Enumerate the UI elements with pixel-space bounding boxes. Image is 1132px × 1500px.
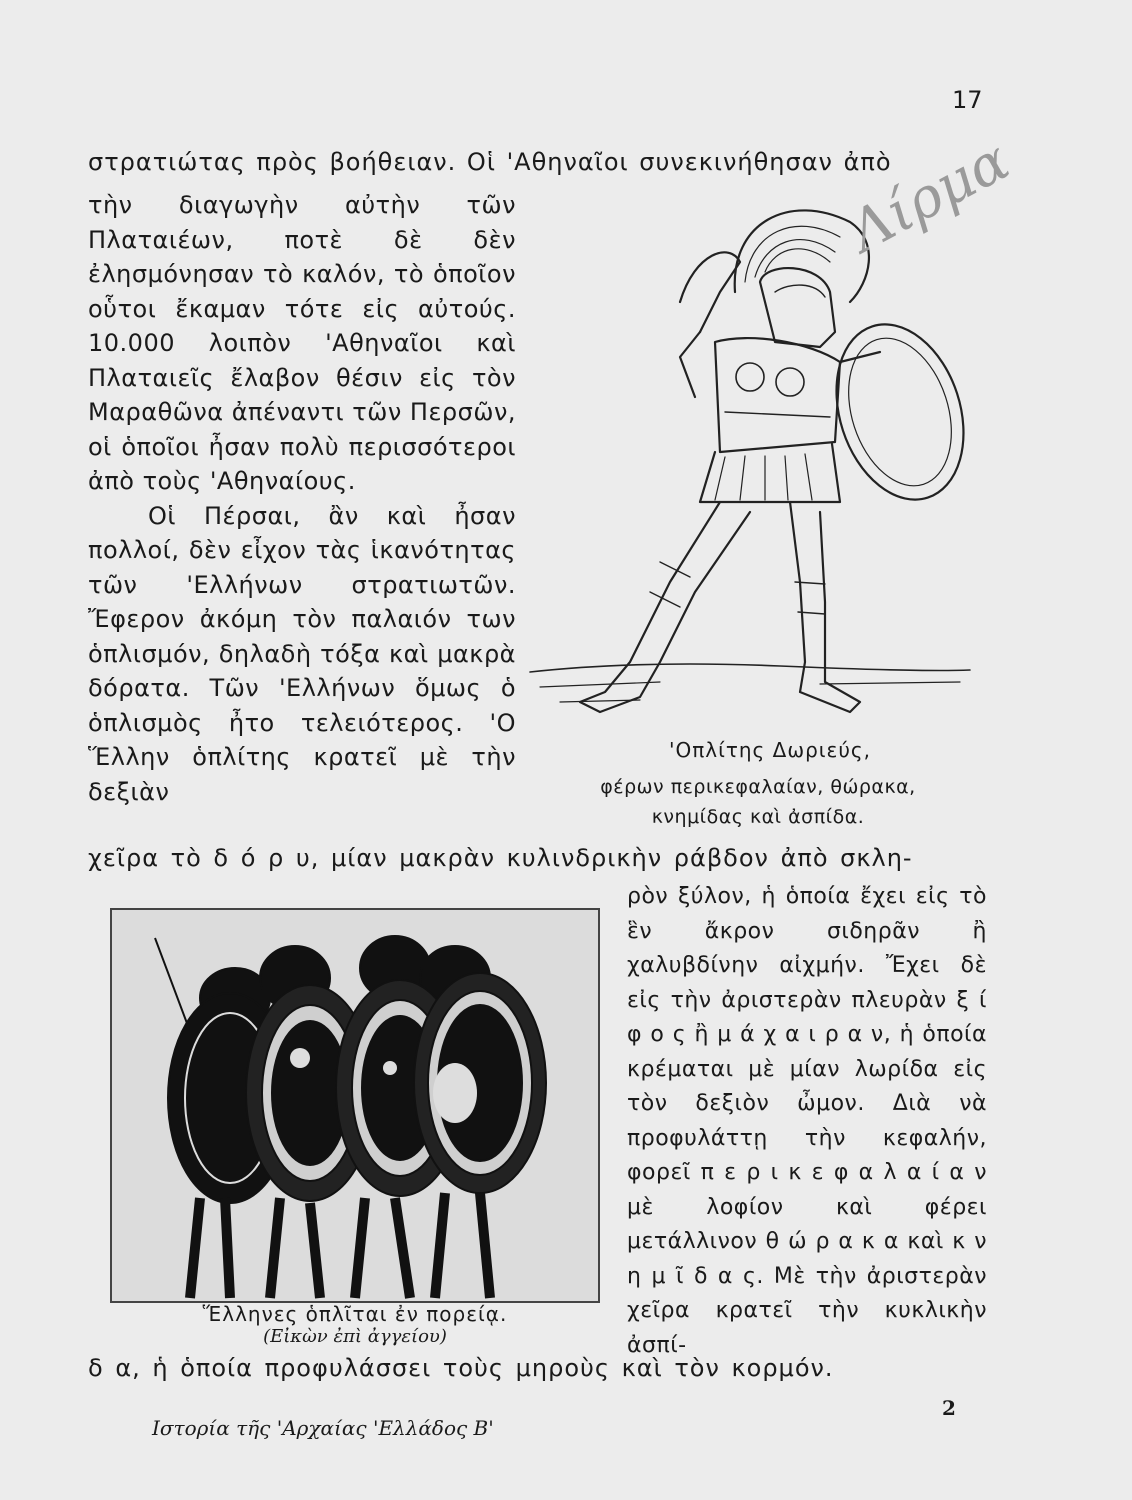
signature-mark: 2 bbox=[942, 1396, 956, 1420]
hoplite-illustration bbox=[520, 182, 980, 742]
hoplite-caption-line1: φέρων περικεφαλαίαν, θώρακα, bbox=[600, 776, 916, 798]
text-line-top: στρατιώτας πρὸς βοήθειαν. Οἱ 'Αθηναῖοι συνεκινήθησαν ἀπὸ bbox=[88, 148, 892, 176]
right-column-text: ρὸν ξύλον, ἡ ὁποία ἔχει εἰς τὸ ἓν ἄκρον σιδηρᾶν ἢ χαλυβδίνην αἰχμήν. Ἔχει δὲ εἰς τὴν ἀριστερὰν πλευρὰν ξ ί φ ο ς ἢ μ ά χ α ι ρ α ν, ἡ ὁποία κρέμαται μὲ μίαν λωρίδα εἰς τὸν δεξιὸν ὦμον. Διὰ νὰ προφυλάττῃ τὴν κεφαλήν, φορεῖ π ε ρ ι κ ε φ α λ α ί α ν μὲ λοφίον καὶ φέρει μετάλλινον θ ώ ρ α κ α καὶ κ ν η μ ῖ δ α ς. Μὲ τὴν ἀριστερὰν χεῖρα κρατεῖ τὴν κυκλικὴν ἀσπί- bbox=[627, 884, 987, 1358]
vase-illustration bbox=[110, 908, 600, 1303]
footer-book-title: Ιστορία τῆς 'Αρχαίας 'Ελλάδος Β' bbox=[152, 1416, 494, 1440]
page-number: 17 bbox=[952, 86, 983, 114]
text-line-bottom: δ α, ἡ ὁποία προφυλάσσει τοὺς μηροὺς καὶ τὸν κορμόν. bbox=[88, 1354, 834, 1382]
vase-caption-sub: (Εἰκὼν ἐπὶ ἀγγείου) bbox=[263, 1326, 447, 1347]
handwritten-note: Λίρμα bbox=[839, 128, 1020, 265]
left-column-text bbox=[88, 188, 516, 809]
text-line-middle: χεῖρα τὸ δ ό ρ υ, μίαν μακρὰν κυλινδρικὴν ράβδον ἀπὸ σκλη- bbox=[88, 844, 913, 872]
vase-caption-title: Ἕλληνες ὁπλῖται ἐν πορείᾳ. bbox=[202, 1302, 508, 1326]
paragraph-plataeans: τὴν διαγωγὴν αὐτὴν τῶν Πλαταιέων, ποτὲ δὲ δὲν ἐλησμόνησαν τὸ καλόν, τὸ ὁποῖον οὗτοι ἔκαμαν τότε εἰς αὐτούς. 10.000 λοιπὸν 'Αθηναῖοι καὶ Πλαταιεῖς ἔλαβον θέσιν εἰς τὸν Μαραθῶνα ἀπέναντι τῶν Περσῶν, οἱ ὁποῖοι ἦσαν πολὺ περισσότεροι ἀπὸ τοὺς 'Αθηναίους. bbox=[88, 191, 516, 495]
hoplite-caption-title: 'Οπλίτης Δωριεύς, bbox=[668, 738, 872, 762]
hoplite-caption-line2: κνημίδας καὶ ἀσπίδα. bbox=[651, 806, 865, 828]
paragraph-persians: Οἱ Πέρσαι, ἂν καὶ ἦσαν πολλοί, δὲν εἶχον τὰς ἱκανότητας τῶν 'Ελλήνων στρατιωτῶν. Ἔφερον ἀκόμη τὸν παλαιόν των ὁπλισμόν, δηλαδὴ τόξα καὶ μακρὰ δόρατα. Τῶν 'Ελλήνων ὅμως ὁ ὁπλισμὸς ἦτο τελειότερος. 'Ο Ἕλλην ὁπλίτης κρατεῖ μὲ τὴν δεξιὰν bbox=[88, 501, 516, 806]
